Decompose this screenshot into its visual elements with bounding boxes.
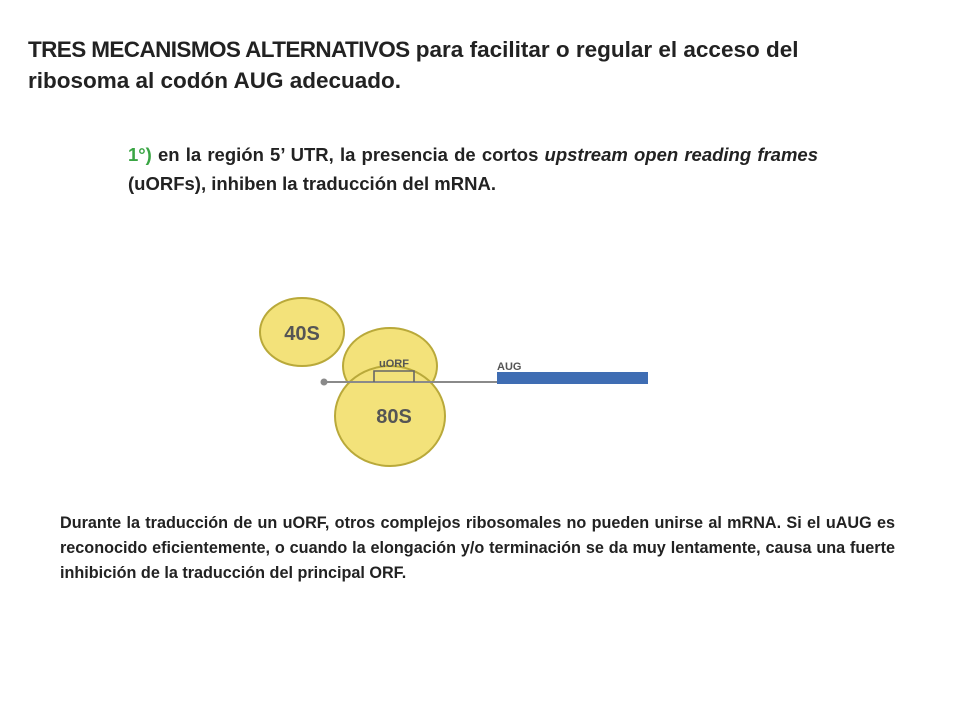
aug-label: AUG <box>497 361 522 373</box>
description-paragraph: Durante la traducción de un uORF, otros complejos ribosomales no pueden unirse al mRNA. Si el uAUG es reconocido eficientemente, o cuando la elongación y/o terminación se da muy lentamente, causa una fuerte inhibición de la traducción del principal ORF. <box>60 514 895 582</box>
slide-title <box>28 34 848 96</box>
mechanism-text-a: en la región 5’ UTR, la presencia de cortos <box>151 144 545 165</box>
mrna-5prime-cap <box>321 379 328 386</box>
uorf-label: uORF <box>379 358 409 370</box>
diagram-svg <box>248 290 720 480</box>
main-orf-bar <box>497 372 648 384</box>
title-rest: para facilitar o regular el acceso del ribosoma al codón AUG adecuado. <box>28 37 799 93</box>
mechanism-text-b: (uORFs), inhiben la traducción del mRNA. <box>128 173 496 194</box>
mechanism-1-text <box>128 140 818 198</box>
ribosome-uorf-diagram <box>248 290 720 480</box>
40s-label: 40S <box>284 323 320 345</box>
mechanism-italic-term: upstream open reading frames <box>544 144 818 165</box>
mechanism-number: 1°) <box>128 144 152 165</box>
title-caps: TRES MECANISMOS ALTERNATIVOS <box>28 37 410 62</box>
80s-label: 80S <box>376 406 412 428</box>
